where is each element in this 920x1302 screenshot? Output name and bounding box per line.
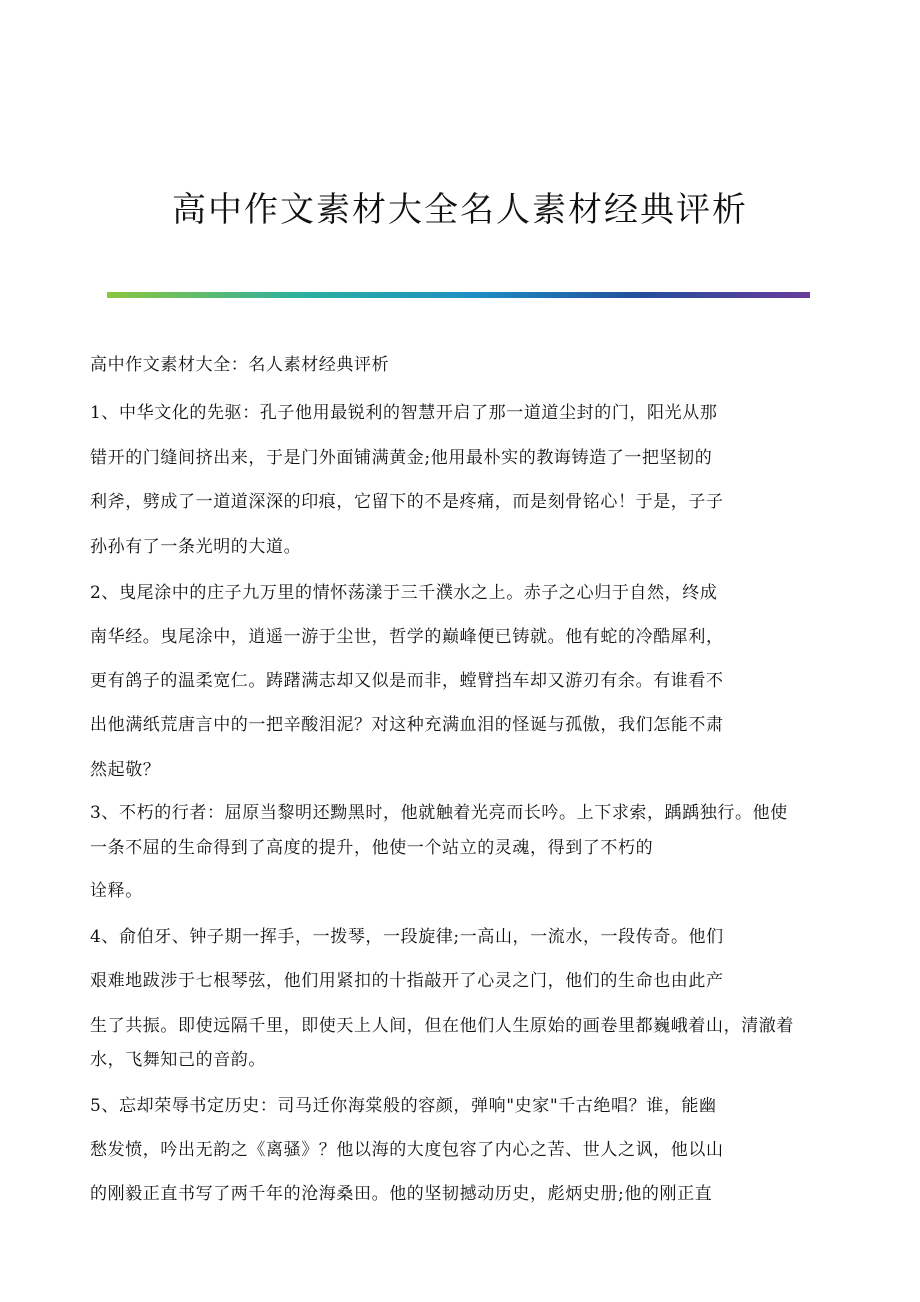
- text-line: 诠释。: [90, 881, 143, 901]
- text-line: 的刚毅正直书写了两千年的沧海桑田。他的坚韧撼动历史，彪炳史册;他的刚正直: [90, 1184, 713, 1204]
- text-line: 5、忘却荣辱书定历史：司马迁你海棠般的容颜，弹响"史家"千古绝唱？谁，能幽: [90, 1096, 717, 1116]
- text-line: 生了共振。即使远隔千里，即使天上人间，但在他们人生原始的画卷里都巍峨着山，清澈着: [90, 1016, 794, 1036]
- text-line: 出他满纸荒唐言中的一把辛酸泪泥？对这种充满血泪的怪诞与孤傲，我们怎能不肃: [90, 715, 724, 735]
- text-line: 高中作文素材大全：名人素材经典评析: [90, 355, 390, 375]
- text-line: 然起敬？: [90, 760, 161, 780]
- text-line: 3、不朽的行者：屈原当黎明还黝黑时，他就触着光亮而长吟。上下求索，踽踽独行。他使: [90, 803, 788, 823]
- document-title: 高中作文素材大全名人素材经典评析: [172, 190, 748, 230]
- text-line: 水，飞舞知己的音韵。: [90, 1050, 266, 1070]
- text-line: 孙孙有了一条光明的大道。: [90, 537, 302, 557]
- text-line: 1、中华文化的先驱：孔子他用最锐利的智慧开启了那一道道尘封的门，阳光从那: [90, 403, 718, 423]
- text-line: 艰难地跋涉于七根琴弦，他们用紧扣的十指敲开了心灵之门，他们的生命也由此产: [90, 971, 724, 991]
- text-line: 利斧，劈成了一道道深深的印痕，它留下的不是疼痛，而是刻骨铭心！于是，子子: [90, 492, 724, 512]
- text-line: 4、俞伯牙、钟子期一挥手，一拨琴，一段旋律;一高山，一流水，一段传奇。他们: [90, 927, 724, 947]
- text-line: 更有鸽子的温柔宽仁。踌躇满志却又似是而非，螳臂挡车却又游刃有余。有谁看不: [90, 671, 724, 691]
- text-line: 2、曳尾涂中的庄子九万里的情怀荡漾于三千濮水之上。赤子之心归于自然，终成: [90, 583, 718, 603]
- title-divider: [107, 292, 810, 298]
- text-line: 南华经。曳尾涂中，逍遥一游于尘世，哲学的巅峰便已铸就。他有蛇的冷酷犀利，: [90, 627, 724, 647]
- text-line: 一条不屈的生命得到了高度的提升，他使一个站立的灵魂，得到了不朽的: [90, 838, 654, 858]
- text-line: 愁发愤，吟出无韵之《离骚》？他以海的大度包容了内心之苦、世人之讽，他以山: [90, 1140, 724, 1160]
- text-line: 错开的门缝间挤出来，于是门外面铺满黄金;他用最朴实的教诲铸造了一把坚韧的: [90, 448, 713, 468]
